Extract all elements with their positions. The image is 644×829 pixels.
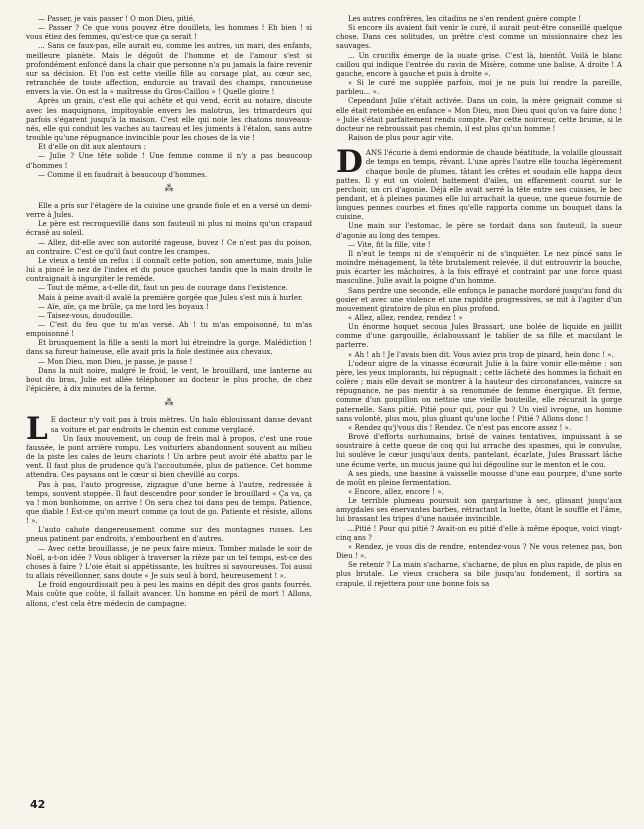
paragraph: « Si le curé me supplée parfois, moi je ne puis lui rendre la pareille, parbleu... ». [336, 78, 622, 97]
right-paragraphs-a [336, 14, 622, 142]
paragraph: Après un grain, c'est elle qui achète et qui vend, écrit au notaire, discute avec les maquignons, impitoyable envers les malotrus, les trimardeurs qui parfois s'égarent jusqu'à la maison. C'est elle qui noie les chatons nouveaux-nés, elle qui conduit les vaches au taureau et les juments à l'étalon, sans autre trouble qu'une répugnance invincible pour les choses de la vie ! [26, 96, 312, 143]
drop-cap-paragraph-text: E docteur n'y voit pas à trois mètres. Un halo éblouissant danse devant sa voiture et par endroits le chemin est comme verglacé. [50, 415, 312, 434]
page-number: 42 [30, 798, 46, 811]
paragraph: L'auto cahote dangereusement comme sur des montagnes russes. Les pneus patinent par endroits, s'embourbent en d'autres. [26, 525, 312, 544]
paragraph: « Encore, allez, encore ! ». [348, 486, 444, 496]
drop-cap-paragraph-left [26, 411, 312, 448]
paragraph: Brové d'efforts surhumains, brisé de vaines tentatives, impuissant à se soustraire à cette queue de coq qui lui arrache des spasmes, qui le convulse, lui soulève le cœur jusqu'aux dents, pantelant, écarlate, Jules Brassart lâche une écume verte, un mucus jaune qui lui dégouline sur le menton et le cou. [336, 432, 622, 469]
paragraph: Un faux mouvement, un coup de frein mal à propos, c'est une roue faussée, le pont arrière rompu. Les voituriers abandonnent souvent au milieu de la piste les cales de leurs chariots ! Un arbre peut avoir été abattu par le vent. Il faut plus de prudence qu'à l'accoutumée, plus de patience. Cet homme attendra. Ces paysans ont le cœur si bien chevillé au corps. [26, 433, 312, 480]
paragraph: Se retenir ? La main s'acharne, s'acharne, de plus en plus rapide, de plus en plus brutale. Le vieux crachera sa bile jusqu'au fondement, il sortira sa crapule, il rejettera pour une bonne fois sa [336, 560, 622, 588]
paragraph: — Aïe, aïe, ça me brûle, ça me tord les boyaux ! [38, 301, 209, 311]
paragraph: ... Un crucifix émerge de la ouate grise. C'est là, bientôt. Voilà le blanc caillou qui indique l'entrée du ravin de Misère, comme une balise. A droite ! A gauche, encore à gauche et puis à droite ». [336, 50, 622, 78]
right-paragraphs-b [336, 221, 622, 587]
paragraph: Raison de plus pour agir vite. [348, 133, 454, 143]
paragraph: — Comme il en faudrait à beaucoup d'hommes. [38, 169, 208, 179]
paragraph: ...Pitié ! Pour qui pitié ? Avait-on eu pitié d'elle à même époque, voici vingt-cinq ans ? [336, 523, 622, 542]
paragraph: Le terrible plumeau poursuit son gargarisme à sec, glissant jusqu'aux amygdales ses énervantes barbes, rétractant la luette, ôtant le souffle et l'âme, lui brassant les tripes d'une nausée invincible. [336, 496, 622, 524]
drop-cap-letter: L [26, 411, 48, 448]
paragraph: Le froid engourdissait peu à peu les mains en dépit des gros gants fourrés. Mais coûte que coûte, il fallait avancer. Un homme en péril de mort ! Allons, allons, c'est cela être médecin de campagne. [26, 580, 312, 608]
drop-cap-letter: D [336, 144, 363, 181]
paragraph: — Allez, dit-elle avec son autorité rageuse, buvez ! Ce n'est pas du poison, au contraire. C'est ce qu'il faut contre les crampes. [26, 237, 312, 256]
paragraph: — C'est du feu que tu m'as versé. Ah ! tu m'as empoisonné, tu m'as empoisonné ! [26, 320, 312, 339]
paragraph: Et d'elle on dit aux alentours : [38, 142, 146, 152]
paragraph: Le père est recroquevillé dans son fauteuil ni plus ni moins qu'un crapaud écrasé au soleil. [26, 219, 312, 238]
paragraph: « Allez, allez, rendez, rendez ! » [348, 313, 463, 322]
section-separator-1: ⁂ [164, 183, 174, 194]
paragraph: Il n'eut le temps ni de s'enquérir ni de s'inquiéter. Le nez pincé sans le moindre ménagement, la tête brutalement relevée, il dut entrouvrir la bouche, puis écarter les mâchoires, à la fois effrayé et contraint par une force quasi masculine. Julie avait la poigne d'un homme. [336, 248, 622, 286]
paragraph: — Tout de même, a-t-elle dit, faut un peu de courage dans l'existence. [38, 283, 288, 293]
section-separator-2: ⁂ [164, 398, 174, 409]
paragraph: — Julie ? Une tête solide ! Une femme comme il n'y a pas beaucoup d'hommes ! [26, 151, 312, 170]
paragraph: — Passer ? Ce que vous pouvez être douillets, les hommes ! Eh bien ! si vous étiez des femmes, qu'est-ce que ça serait ! [26, 23, 312, 42]
paragraph: Si encore ils avaient fait venir le curé, il aurait peut-être conseillé quelque chose. Dans ces solitudes, un prêtre c'est comme un missionnaire chez les sauvages. [336, 23, 622, 51]
paragraph: ... Sans ce faux-pas, elle aurait eu, comme les autres, un mari, des enfants, meilleure planète. Mais le dégoût de l'homme et de l'amour s'est si profondément enfoncé dans la chair que personne n'a pu jamais la faire revenir sur sa décision. Et l'on est cette vieille fille au corsage plat, au cœur sec, retranchée de toute affection, endurcie au travail des champs, rancuneuse envers la vie. On est la « maîtresse du Gros-Caillou » ! Quelle gloire ! [26, 41, 312, 97]
drop-cap-paragraph-right [336, 144, 622, 222]
paragraph: Une main sur l'estomac, le père se tordait dans son fauteuil, la sueur d'agonie au long des tempes. [336, 221, 622, 240]
left-paragraphs-a [26, 14, 312, 179]
paragraph: Les autres confrères, les citadins ne s'en rendent guère compte ! [348, 14, 582, 23]
paragraph: Sans perdre une seconde, elle enfonça le panache mordoré jusqu'au fond du gosier et avec une violence et une rapidité progressives, se mit à l'agiter d'un mouvement giratoire de plus en plus profond. [336, 285, 622, 313]
paragraph: A ses pieds, une bassine à vaisselle mousse d'une eau pourpre, d'une sorte de moût en pleine fermentation. [336, 468, 622, 487]
left-paragraphs-b [26, 201, 312, 393]
paragraph: — Avec cette brouillasse, je ne peux faire mieux. Tomber malade le soir de Noël, a-t-on idée ? Vous obliger à traverser la rièze par un tel temps, est-ce des choses à faire ? L'oie était si appétissante, les huîtres si savoureuses. Toi aussi tu allais réveillonner, sans doute « Je suis seul à bord, heureusement ! ». [26, 543, 312, 581]
paragraph: L'odeur aigre de la vinasse écœurait Julie à la faire vomir elle-même : son père, les yeux implorants, lui répugnait ; cette lâcheté des hommes la fichait en colère ; mais elle devait se montrer à la hauteur des circonstances, vaincre sa répugnance, ne pas mentir à sa renommée de femme énergique. Et ferme, comme d'un goupillon on nettoie une vieille bouteille, elle récurait la gorge paternelle. Sans pitié. Pitié pour qui, pour qui ? Un vieil ivrogne, un homme sans volonté, plus mou, plus gluant qu'une loche ! Pitié ? Allons donc ! [336, 358, 622, 423]
paragraph: — Mon Dieu, mon Dieu, je passe, je passe ! [38, 356, 193, 366]
left-column [26, 14, 312, 608]
paragraph: Cependant Julie s'était activée. Dans un coin, la mère geignait comme si elle était retombée en enfance « Mon Dieu, mon Dieu quoi qu'on va faire donc ! » Julie s'était parfaitement rendu compte. Par cette noirceur, cette brume, si le docteur ne rebroussait pas chemin, il est plus qu'un homme ! [336, 96, 622, 133]
paragraph: — Vite, fit la fille, vite ! [348, 239, 431, 249]
paragraph: Mais à peine avait-il avalé la première gorgée que Jules s'est mis à hurler. [38, 292, 303, 302]
left-paragraphs-c [26, 434, 312, 608]
magazine-page [26, 14, 622, 814]
paragraph: Et brusquement la fille a senti la mort lui étreindre la gorge. Malédiction ! dans sa fureur haineuse, elle avait pris la fiole destinée aux chevaux. [26, 338, 312, 357]
paragraph: — Passer, je vais passer ! O mon Dieu, pitié. [38, 14, 196, 23]
paragraph: Pas à pas, l'auto progresse, zigzague d'une berne à l'autre, redressée à temps, souvent stoppée. Il faut descendre pour sonder le brouillard « Ça va, ça va ! mon bonhomme, on arrive ! On sera chez toi dans peu de temps. Patience, que diable ! Est-ce qu'on meurt comme ça tout de go. Patiente et résiste, allons ! ». [26, 479, 312, 526]
paragraph: Elle a pris sur l'étagère de la cuisine une grande fiole et en a versé un demi-verre à Jules. [26, 200, 312, 220]
paragraph: « Rendez, je vous dis de rendre, entendez-vous ? Ne vous retenez pas, bon Dieu ! ». [336, 541, 622, 561]
paragraph: Dans la nuit noire, malgré le froid, le vent, le brouillard, une lanterne au bout du bras, Julie est allée téléphoner au docteur le plus proche, de chez l'épicière, à dix minutes de la ferme. [26, 365, 312, 394]
paragraph: « Ah ! ah ! Je l'avais bien dit. Vous aviez pris trop de pinard, hein donc ! ». [348, 349, 614, 359]
paragraph: — Taisez-vous, doudouille. [38, 310, 133, 320]
paragraph: « Rendez qu'j'vous dis ! Rendez. Ce n'est pas encore assez ! ». [348, 422, 572, 432]
right-column [336, 14, 622, 588]
drop-cap-paragraph-text: ANS l'écurie à demi endormie de chaude béatitude, la volaille gloussait de temps en temps, rêvant. L'une après l'autre elle toucha légèrement chaque boule de plumes, tâtant les crêtes et soudain elle happa deux pattes. Il y eut un violent battement d'ailes, un effarement courut sur le perchoir, un cri d'agonie. Déjà elle avait serré la tête entre ses cuisses, le bec pendant, et à pleines paumes elle lui arrachait la queue, une queue fournie de longues pennes courbes et fines qu'elle rapporta comme un bouquet dans la cuisine. [336, 148, 622, 222]
paragraph: Le vieux a tenté un refus : il connaît cette potion, son amertume, mais Julie lui a pincé le nez de l'index et du pouce gauches tandis que la main droite le contraignait à ingurgiter le remède. [26, 255, 312, 284]
paragraph: Un énorme hoquet secoua Jules Brassart, une bolée de liquide en jaillit comme d'une gargouille, éclaboussant le tablier de sa fille et maculant le parterre. [336, 322, 622, 350]
